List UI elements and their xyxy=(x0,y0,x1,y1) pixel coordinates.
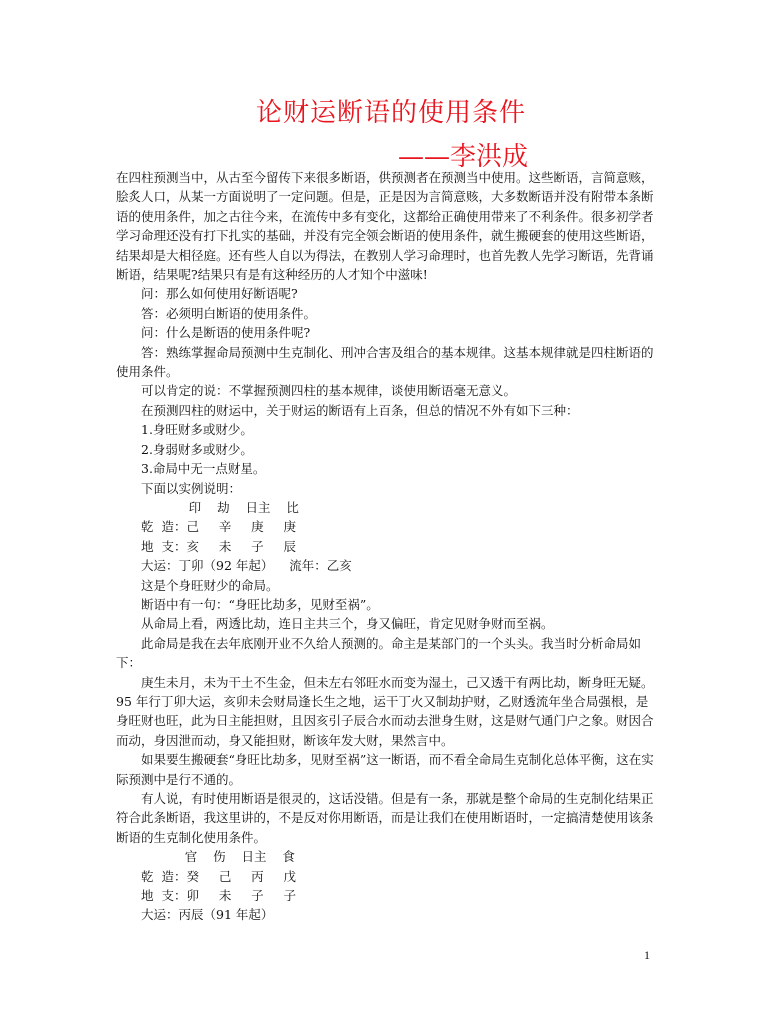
paragraph: 1.身旺财多或财少。 xyxy=(141,422,253,438)
paragraph: 地 支：亥 未 子 辰 xyxy=(141,538,297,554)
paragraph: 可以肯定的说：不掌握预测四柱的基本规律，谈使用断语毫无意义。 xyxy=(141,383,517,399)
paragraph: 此命局是我在去年底刚开业不久给人预测的。命主是某部门的一个头头。我当时分析命局如下： xyxy=(116,635,642,671)
paragraph: 从命局上看，两透比劫，连日主共三个，身又偏旺，肯定见财争财而至祸。 xyxy=(141,616,554,632)
paragraph: 乾 造：己 辛 庚 庚 xyxy=(141,519,297,535)
paragraph: 有人说，有时使用断语是很灵的，这话没错。但是有一条，那就是整个命局的生克制化结果正符合此条断语，我这里讲的，不是反对你用断语，而是让我们在使用断语时，一定搞清楚使用该条断语的生克制化使用条件。 xyxy=(116,791,654,845)
paragraph: 在预测四柱的财运中，关于财运的断语有上百条，但总的情况不外有如下三种： xyxy=(141,402,579,418)
paragraph: 3.命局中无一点财星。 xyxy=(141,461,266,477)
document-author: ——李洪成 xyxy=(398,142,529,172)
paragraph: 印 劫 日主 比 xyxy=(141,499,299,515)
paragraph: 2.身弱财多或财少。 xyxy=(141,441,253,457)
paragraph: 答：必须明白断语的使用条件。 xyxy=(141,305,317,321)
paragraph: 在四柱预测当中，从古至今留传下来很多断语，供预测者在预测当中使用。这些断语，言简意赅，脍炙人口，从某一方面说明了一定问题。但是，正是因为言简意赅，大多数断语并没有附带本条断语的使用条件，加之古往今来，在流传中多有变化，这都给正确使用带来了不利条件。很多初学者学习命理还没有打下扎实的基础，并没有完全领会断语的使用条件，就生搬硬套的使用这些断语，结果却是大相径庭。还有些人自以为得法，在教别人学习命理时，也首先教人先学习断语，先背诵断语，结果呢?结果只有是有这种经历的人才知个中滋味! xyxy=(116,170,654,283)
paragraph: 大运：丁卯（92 年起） 流年：乙亥 xyxy=(141,558,352,574)
paragraph: 官 伤 日主 食 xyxy=(141,849,295,865)
document-title: 论财运断语的使用条件 xyxy=(255,98,526,128)
paragraph: 下面以实例说明： xyxy=(141,480,242,496)
paragraph: 大运：丙辰（91 年起） xyxy=(141,907,274,923)
paragraph: 答：熟练掌握命局预测中生克制化、刑冲合害及组合的基本规律。这基本规律就是四柱断语的使用条件。 xyxy=(116,344,654,380)
paragraph: 问：那么如何使用好断语呢? xyxy=(141,286,298,302)
page-number: 1 xyxy=(644,948,650,962)
paragraph: 如果要生搬硬套“身旺比劫多，见财至祸”这一断语，而不看全命局生克制化总体平衡，这在实际预测中是行不通的。 xyxy=(116,752,654,787)
paragraph: 这是个身旺财少的命局。 xyxy=(141,577,279,593)
paragraph: 问：什么是断语的使用条件呢? xyxy=(141,325,311,341)
paragraph: 断语中有一句：“身旺比劫多，见财至祸”。 xyxy=(141,596,379,612)
paragraph: 地 支：卯 未 子 子 xyxy=(141,888,297,904)
paragraph: 乾 造：癸 己 丙 戊 xyxy=(141,868,297,884)
paragraph: 庚生未月，未为干土不生金，但未左右邻旺水而变为湿土，己又透干有两比劫，断身旺无疑。95 年行丁卯大运，亥卯未会财局逢长生之地，运干丁火又制劫护财，乙财透流年坐合局强根，是身旺财也旺，此为日主能担财，且因亥引子辰合水而动去泄身生财，这是财气通门户之象。财因合而动，身因泄而动，身又能担财，断该年发大财，果然言中。 xyxy=(116,674,654,748)
document-body xyxy=(116,168,656,925)
